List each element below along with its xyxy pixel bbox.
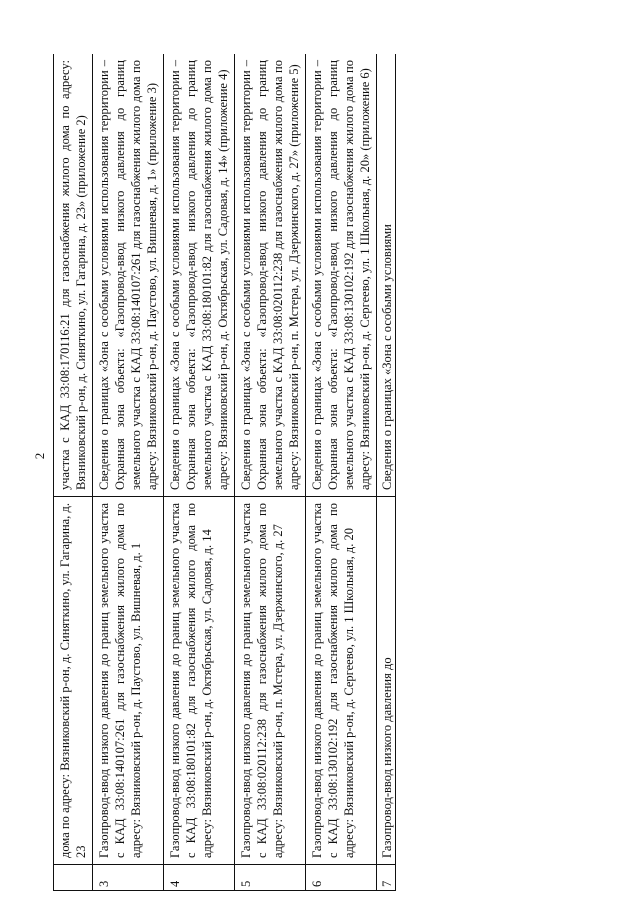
table-row <box>164 54 235 891</box>
row-number <box>54 865 93 891</box>
table-row <box>306 54 377 891</box>
info-cell: Сведения о границах «Зона с особыми условиями <box>377 54 396 497</box>
object-cell: дома по адресу: Вязниковский р-он, д. Синяткино, ул. Гагарина, д. 23 <box>54 497 93 865</box>
rotated-table <box>53 54 550 891</box>
page-number: 2 <box>32 452 47 460</box>
object-cell: Газопровод-ввод низкого давления до границ земельного участка с КАД 33:08:020112:238 для газоснабжения жилого дома по адресу: Вязниковский р-он, п. Мстера, ул. Дзержинского, д. 27 <box>235 497 306 865</box>
table-row <box>93 54 164 891</box>
object-cell: Газопровод-ввод низкого давления до границ земельного участка с КАД 33:08:180101:82 для газоснабжения жилого дома по адресу: Вязниковский р-он, д. Октябрьская, ул. Садовая, д. 14 <box>164 497 235 865</box>
zones-table <box>53 54 396 891</box>
rotated-table-container <box>53 54 550 891</box>
row-number: 7 <box>377 865 396 891</box>
info-cell: Сведения о границах «Зона с особыми условиями использования территории – Охранная зона объекта: «Газопровод-ввод низкого давления до границ земельного участка с КАД 33:08:140107:261 для газоснабжения жилого дома по адресу: Вязниковский р-он, д. Паустово, ул. Вишневая, д. 1» (приложение 3) <box>93 54 164 497</box>
info-cell: участка с КАД 33:08:170116:21 для газоснабжения жилого дома по адресу: Вязниковский р-он, д. Синяткино, ул. Гагарина, д. 23» (приложение 2) <box>54 54 93 497</box>
info-cell: Сведения о границах «Зона с особыми условиями использования территории – Охранная зона объекта: «Газопровод-ввод низкого давления до границ земельного участка с КАД 33:08:130102:192 для газоснабжения жилого дома по адресу: Вязниковский р-он, д. Сергеево, ул. 1 Школьная, д. 20» (приложение 6) <box>306 54 377 497</box>
object-cell: Газопровод-ввод низкого давления до границ земельного участка с КАД 33:08:130102:192 для газоснабжения жилого дома по адресу: Вязниковский р-он, д. Сергеево, ул. 1 Школьная, д. 20 <box>306 497 377 865</box>
object-cell: Газопровод-ввод низкого давления до <box>377 497 396 865</box>
table-row <box>235 54 306 891</box>
row-number: 6 <box>306 865 377 891</box>
table-row <box>54 54 93 891</box>
row-number: 4 <box>164 865 235 891</box>
info-cell: Сведения о границах «Зона с особыми условиями использования территории – Охранная зона объекта: «Газопровод-ввод низкого давления до границ земельного участка с КАД 33:08:180101:82 для газоснабжения жилого дома по адресу: Вязниковский р-он, д. Октябрьская, ул. Садовая, д. 14» (приложение 4) <box>164 54 235 497</box>
row-number: 3 <box>93 865 164 891</box>
row-number: 5 <box>235 865 306 891</box>
table-row <box>377 54 396 891</box>
info-cell: Сведения о границах «Зона с особыми условиями использования территории – Охранная зона объекта: «Газопровод-ввод низкого давления до границ земельного участка с КАД 33:08:020112:238 для газоснабжения жилого дома по адресу: Вязниковский р-он, п. Мстера, ул. Дзержинского, д. 27» (приложение 5) <box>235 54 306 497</box>
object-cell: Газопровод-ввод низкого давления до границ земельного участка с КАД 33:08:140107:261 для газоснабжения жилого дома по адресу: Вязниковский р-он, д. Паустово, ул. Вишневая, д. 1 <box>93 497 164 865</box>
